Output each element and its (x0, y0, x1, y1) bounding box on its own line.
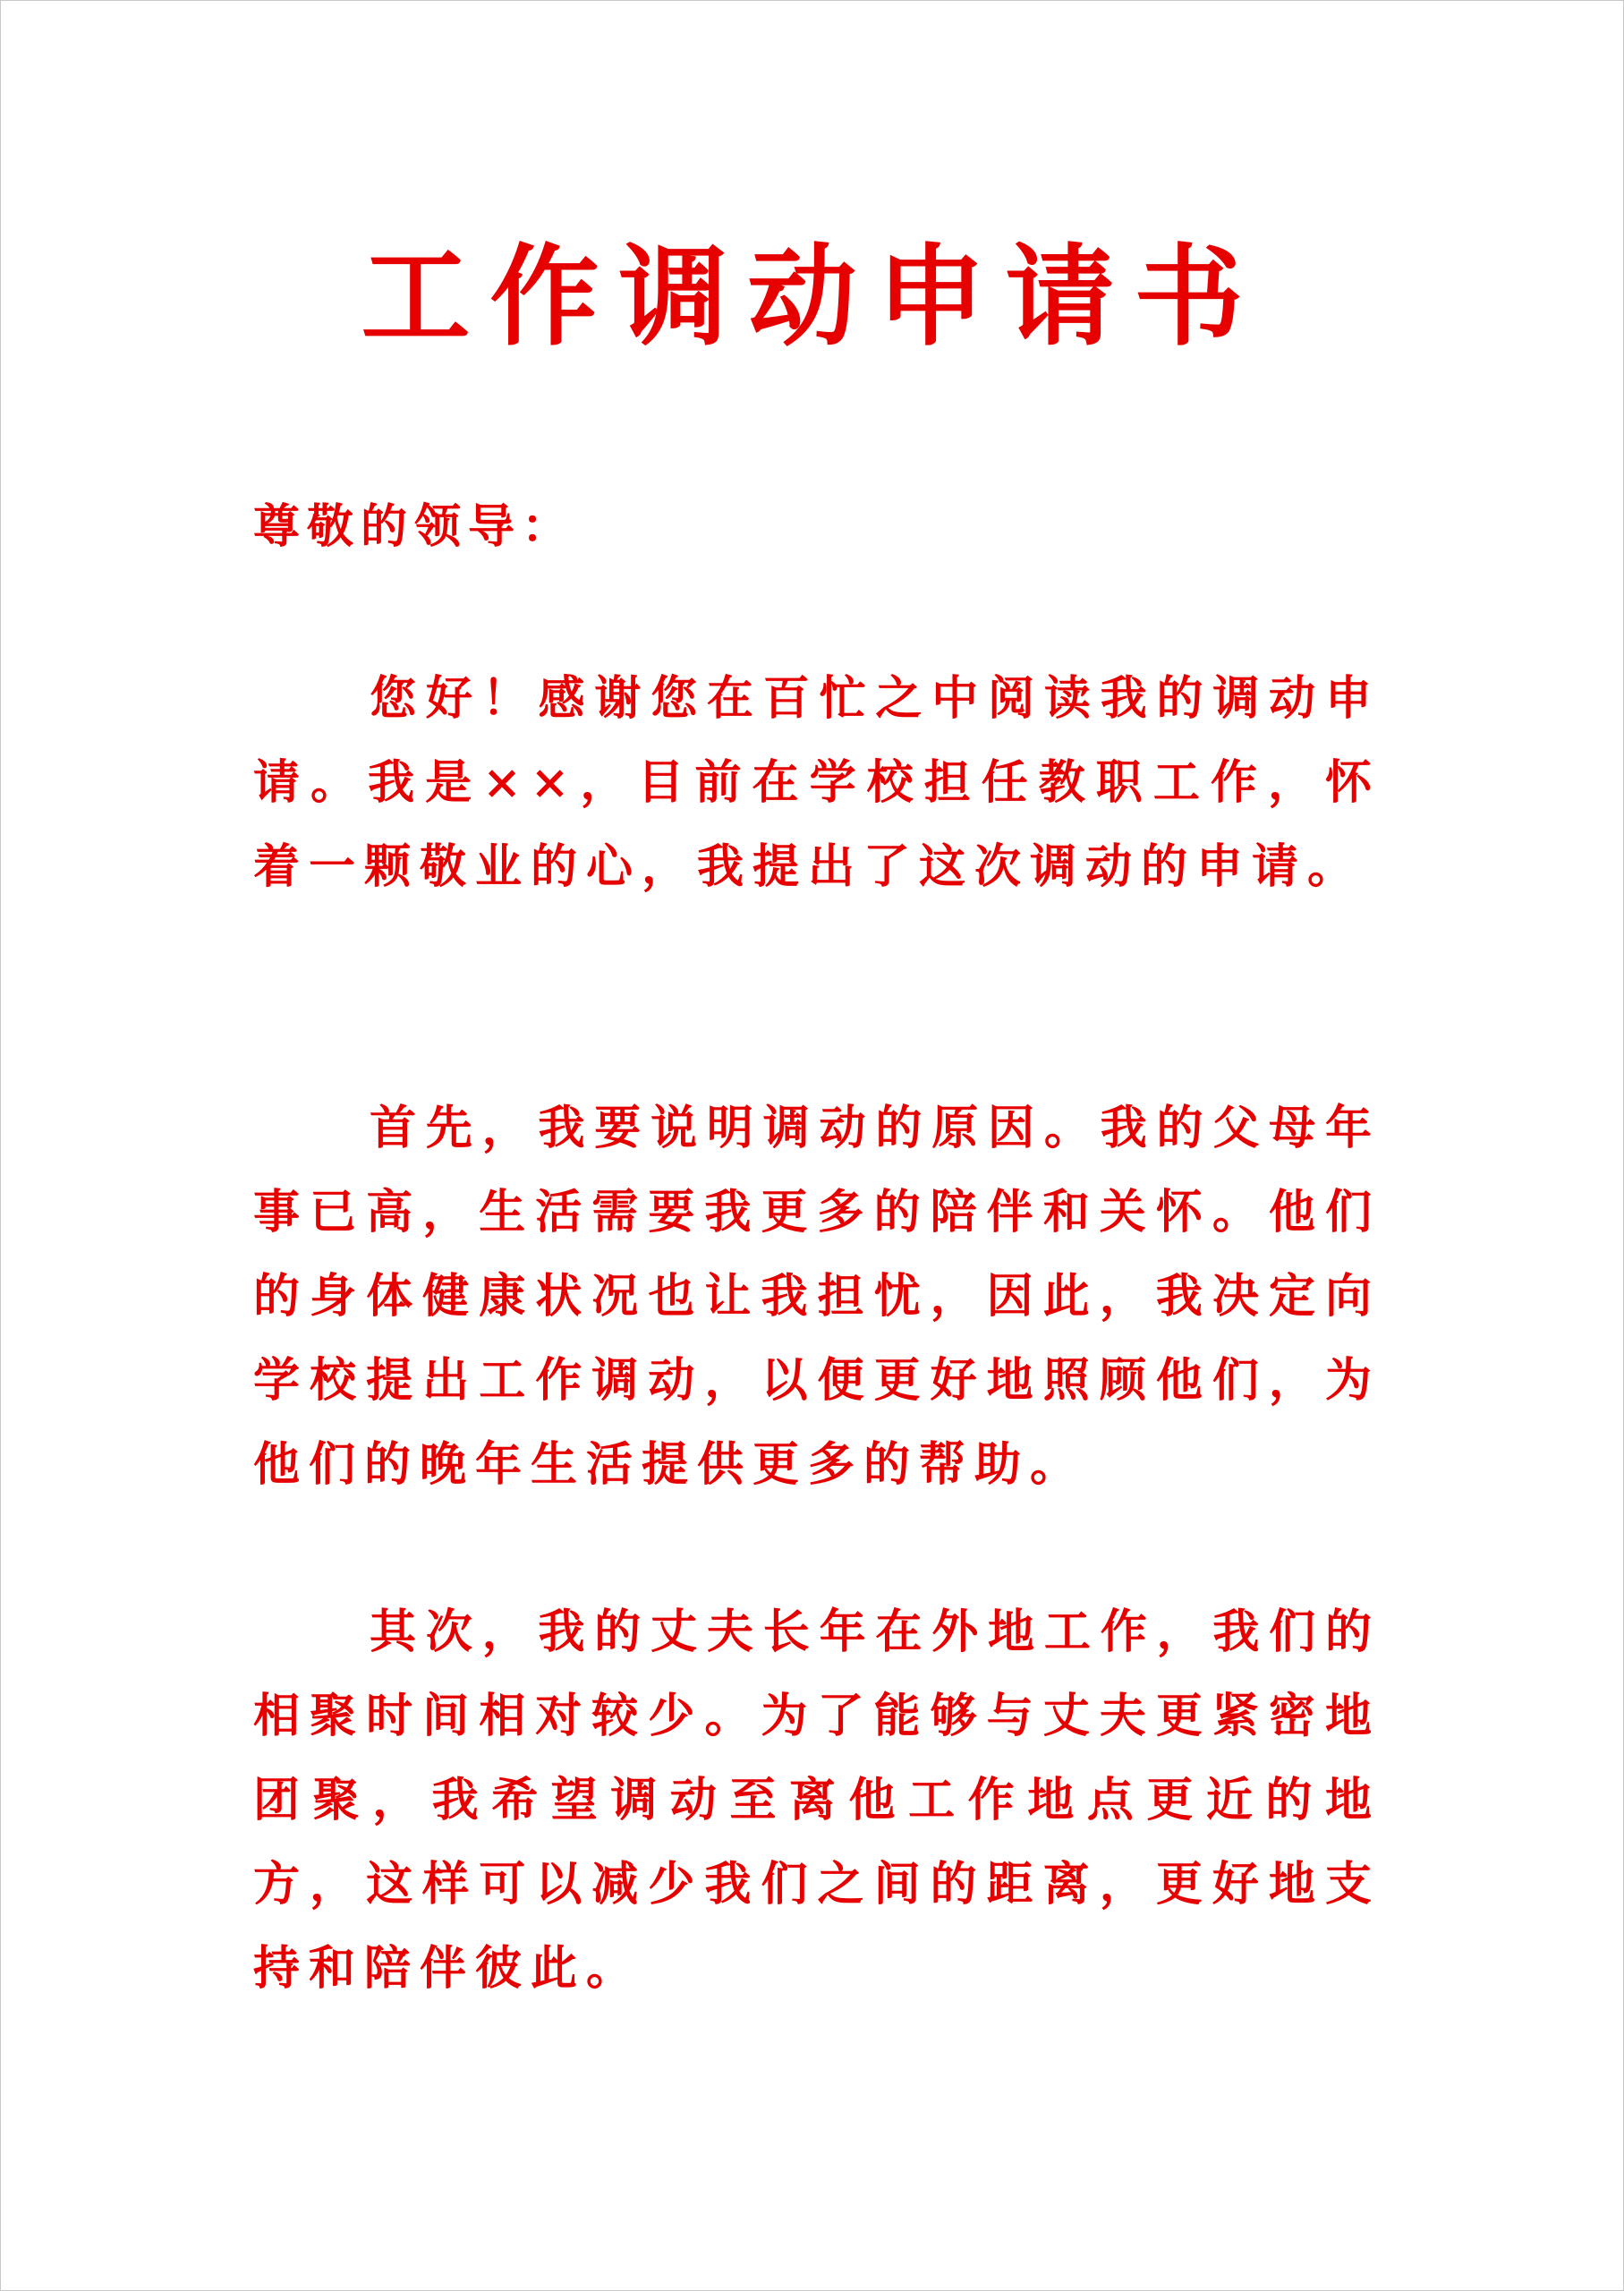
salutation: 尊敬的领导： (253, 499, 576, 554)
paragraph-3: 其次，我的丈夫长年在外地工作，我们的相聚时间相对较少。为了能够与丈夫更紧密地团聚，我希望调动至离他工作地点更近的地方，这样可以减少我们之间的距离，更好地支持和陪伴彼此。 (253, 1605, 1381, 1996)
document-title: 工作调动申请书 (361, 232, 1263, 361)
paragraph-2: 首先，我要说明调动的原因。我的父母年事已高，生活需要我更多的陪伴和关怀。他们的身体健康状况也让我担忧，因此，我决定向学校提出工作调动，以便更好地照顾他们，为他们的晚年生活提供更多的帮助。 (253, 1101, 1381, 1492)
paragraph-1: 您好！感谢您在百忙之中阅读我的调动申请。我是××，目前在学校担任教职工作，怀着一颗敬业的心，我提出了这次调动的申请。 (253, 671, 1381, 894)
